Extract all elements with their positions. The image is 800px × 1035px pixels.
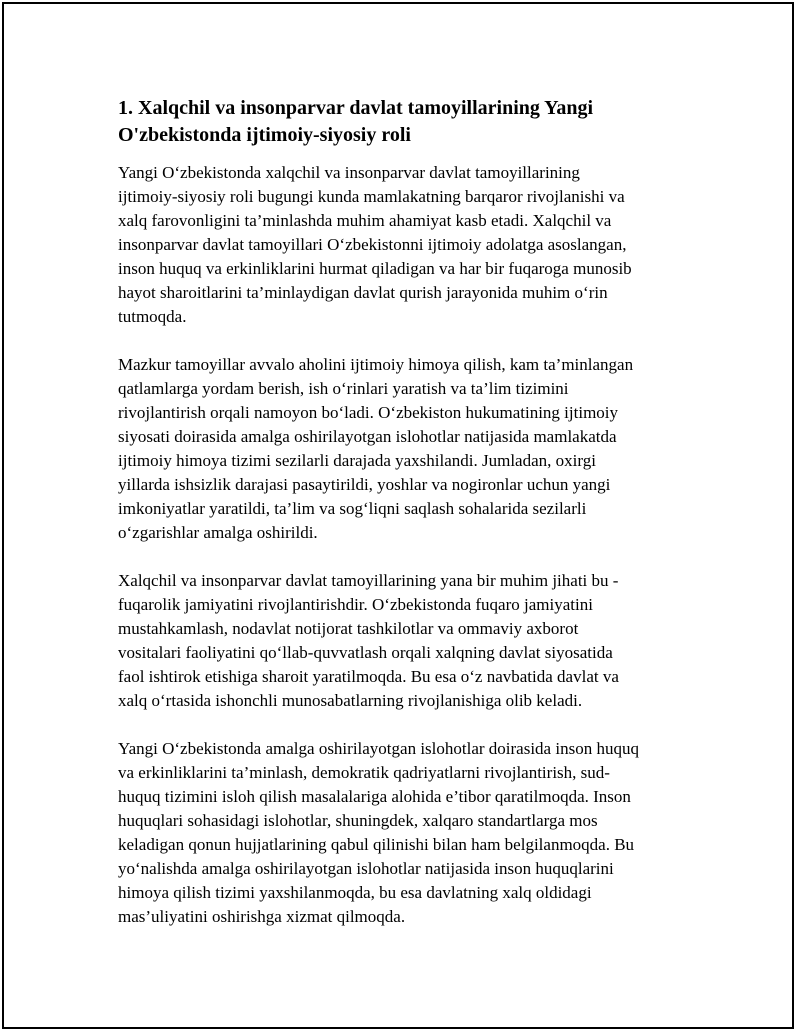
document-title: 1. Xalqchil va insonparvar davlat tamoyillarining Yangi O'zbekistonda ijtimoiy-siyosiy roli [118,97,594,146]
paragraph-1: Yangi O‘zbekistonda xalqchil va insonparvar davlat tamoyillarining ijtimoiy-siyosiy roli bugungi kunda mamlakatning barqaror rivojlanishi va xalq farovonligini ta’minlashda muhim ahamiyat kasb etadi. Xalqchil va insonparvar davlat tamoyillari O‘zbekistonni ijtimoiy adolatga asoslangan, inson huquq va erkinliklarini hurmat qiladigan va har bir fuqaroga munosib hayot sharoitlarini ta’minlaydigan davlat qurish jarayonida muhim o‘rin tutmoqda. [118,163,632,326]
document-body [118,95,690,953]
paragraph-4: Yangi O‘zbekistonda amalga oshirilayotgan islohotlar doirasida inson huquq va erkinliklarini ta’minlash, demokratik qadriyatlarni rivojlantirish, sud- huquq tizimini isloh qilish masalalariga alohida e’tibor qaratilmoqda. Inson huquqlari sohasidagi islohotlar, shuningdek, xalqaro standartlarga mos keladigan qonun hujjatlarining qabul qilinishi bilan ham belgilanmoqda. Bu yo‘nalishda amalga oshirilayotgan islohotlar natijasida inson huquqlarini himoya qilish tizimi yaxshilanmoqda, bu esa davlatning xalq oldidagi mas’uliyatini oshirishga xizmat qilmoqda. [118,739,639,926]
paragraph-2: Mazkur tamoyillar avvalo aholini ijtimoiy himoya qilish, kam ta’minlangan qatlamlarga yordam berish, ish o‘rinlari yaratish va ta’lim tizimini rivojlantirish orqali namoyon bo‘ladi. O‘zbekiston hukumatining ijtimoiy siyosati doirasida amalga oshirilayotgan islohotlar natijasida mamlakatda ijtimoiy himoya tizimi sezilarli darajada yaxshilandi. Jumladan, oxirgi yillarda ishsizlik darajasi pasaytirildi, yoshlar va nogironlar uchun yangi imkoniyatlar yaratildi, ta’lim va sog‘liqni saqlash sohalarida sezilarli o‘zgarishlar amalga oshirildi. [118,355,634,542]
paragraph-3: Xalqchil va insonparvar davlat tamoyillarining yana bir muhim jihati bu - fuqarolik jamiyatini rivojlantirishdir. O‘zbekistonda fuqaro jamiyatini mustahkamlash, nodavlat notijorat tashkilotlar va ommaviy axborot vositalari faoliyatini qo‘llab-quvvatlash orqali xalqning davlat siyosatida faol ishtirok etishiga sharoit yaratilmoqda. Bu esa o‘z navbatida davlat va xalq o‘rtasida ishonchli munosabatlarning rivojlanishiga olib keladi. [118,571,619,710]
